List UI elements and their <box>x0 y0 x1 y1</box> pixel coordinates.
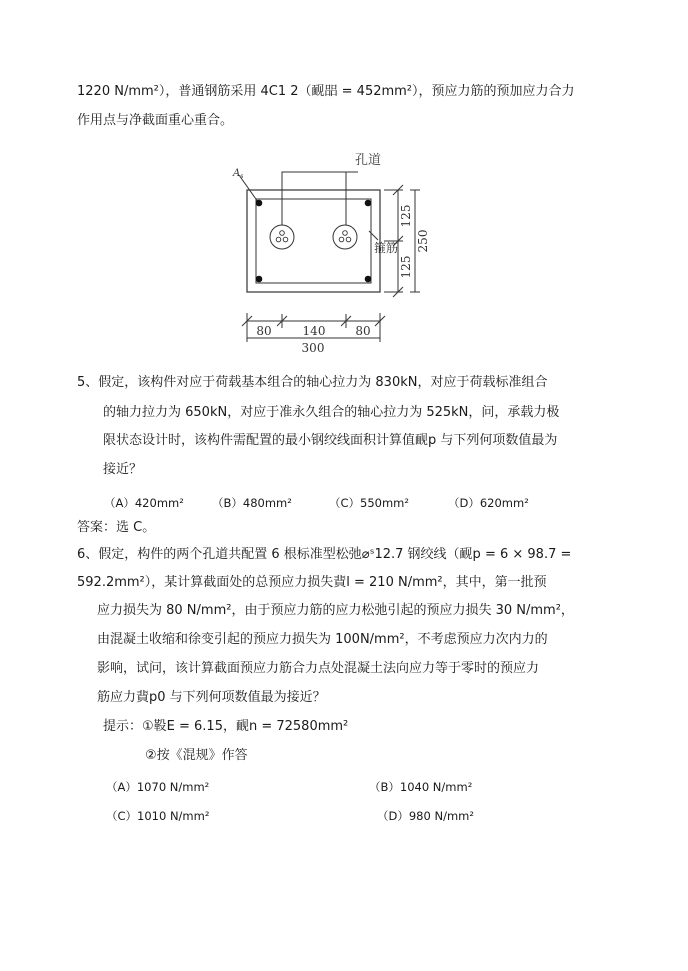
duct-left <box>270 225 294 249</box>
q6-line-1: 6、假定，构件的两个孔道共配置 6 根标准型松弛⌀ˢ12.7 钢绞线（䩄p = 6 × 98.7 = <box>77 547 572 562</box>
q6-line-6: 筋应力䩀p0 与下列何项数值最为接近？ <box>97 690 326 705</box>
rebar <box>365 200 372 207</box>
q6-line-5: 影响，试问，该计算截面预应力筋合力点处混凝土法向应力等于零时的预应力 <box>97 661 540 676</box>
intro-line-2: 作用点与净截面重心重合。 <box>77 113 234 128</box>
stirrup <box>256 199 371 283</box>
q6-hint-1: 提示：①䩔E = 6.15，䩄n = 72580mm² <box>103 719 349 734</box>
q6-line-3: 应力损失为 80 N/mm²，由于预应力筋的应力松弛引起的预应力损失 30 N/mm²， <box>97 603 574 618</box>
dim-125-bottom: 125 <box>399 255 413 279</box>
label-stirrup: 箍筋 <box>374 241 399 255</box>
dim-125-top: 125 <box>399 204 413 228</box>
q5-option-a: （A）420mm² <box>104 496 184 510</box>
q5-line-1: 5、假定，该构件对应于荷载基本组合的轴心拉力为 830kN，对应于荷载标准组合 <box>77 375 548 390</box>
section-outline <box>247 190 380 292</box>
q6-line-4: 由混凝土收缩和徐变引起的预应力损失为 100N/mm²，不考虑预应力次内力的 <box>97 632 548 647</box>
q5-line-3: 限状态设计时，该构件需配置的最小钢绞线面积计算值䩄p 与下列何项数值最为 <box>103 433 558 448</box>
q6-option-b: （B）1040 N/mm² <box>369 780 473 794</box>
q5-option-d: （D）620mm² <box>448 496 529 510</box>
q6-option-d: （D）980 N/mm² <box>377 809 474 823</box>
rebar <box>365 276 372 283</box>
label-as: $A_s$ <box>233 168 244 180</box>
rebar <box>256 276 263 283</box>
duct-right <box>333 225 357 249</box>
q6-option-c: （C）1010 N/mm² <box>106 809 210 823</box>
q6-option-a: （A）1070 N/mm² <box>106 780 210 794</box>
q6-hint-2: ②按《混规》作答 <box>145 748 248 763</box>
q5-answer: 答案：选 C。 <box>77 520 156 535</box>
dim-300: 300 <box>301 341 325 355</box>
label-hole: 孔道 <box>355 153 382 168</box>
q6-line-2: 592.2mm²），某计算截面处的总预应力损失䩀l = 210 N/mm²，其中，第一批预 <box>77 575 547 590</box>
cross-section-figure <box>225 140 445 360</box>
dim-80-right: 80 <box>355 324 371 338</box>
q5-line-4: 接近？ <box>103 462 143 477</box>
intro-line-1: 1220 N/mm²），普通钢筋采用 4C1 2（䩄㗊 = 452mm²），预应力筋的预加应力合力 <box>77 84 575 99</box>
rebar <box>256 200 263 207</box>
q5-option-c: （C）550mm² <box>329 496 409 510</box>
dim-250: 250 <box>416 229 430 253</box>
dim-140: 140 <box>302 324 326 338</box>
dim-80-left: 80 <box>256 324 272 338</box>
q5-option-b: （B）480mm² <box>212 496 292 510</box>
q5-line-2: 的轴力拉力为 650kN，对应于准永久组合的轴心拉力为 525kN，问，承载力极 <box>103 405 560 420</box>
